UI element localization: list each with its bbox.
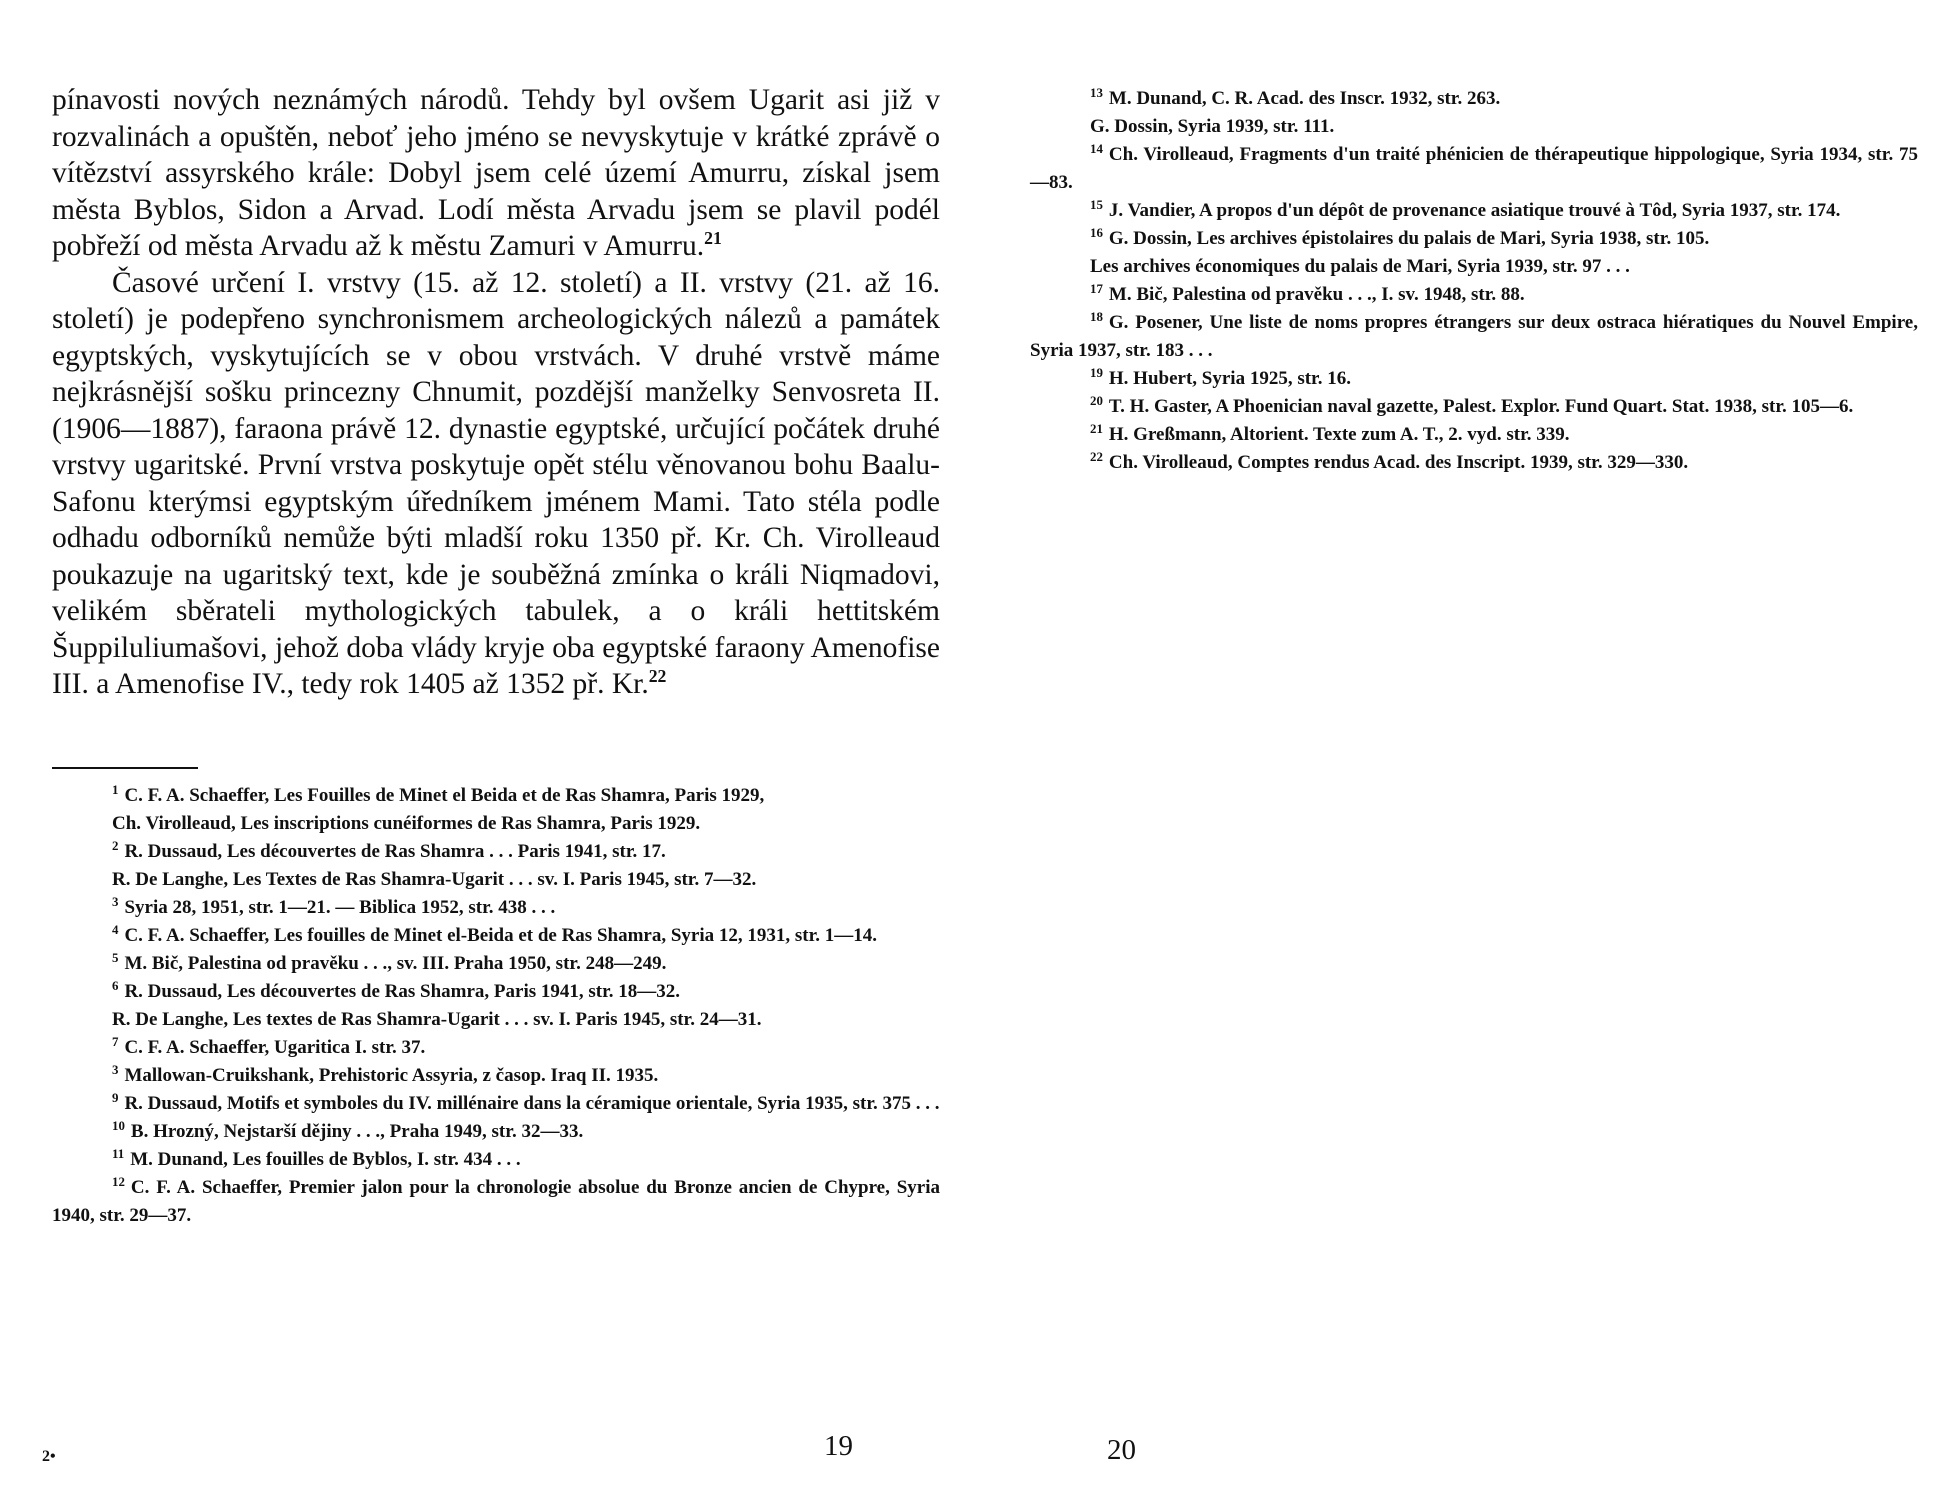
- footnote: [1030, 253, 1918, 281]
- right-page: [1030, 0, 1918, 1500]
- footnote-number: 18: [1090, 308, 1103, 324]
- footnote: [52, 1062, 940, 1090]
- footnote-number: 19: [1090, 364, 1103, 380]
- footnote: [52, 782, 940, 810]
- footnote-number: 9: [112, 1089, 119, 1105]
- footnote-number: 22: [1090, 448, 1103, 464]
- footnote-text: M. Dunand, Les fouilles de Byblos, I. str. 434 . . .: [130, 1149, 521, 1170]
- footnote-text: H. Hubert, Syria 1925, str. 16.: [1108, 368, 1351, 389]
- footnote-number: 7: [112, 1033, 119, 1049]
- footnotes-right: [1030, 85, 1918, 477]
- footnote-ref[interactable]: 21: [704, 228, 722, 249]
- footnote: [1030, 449, 1918, 477]
- footnote-number: 1: [112, 781, 119, 797]
- footnote: [52, 1006, 940, 1034]
- left-page: [52, 0, 940, 1500]
- footnote: [1030, 393, 1918, 421]
- footnote: [1030, 421, 1918, 449]
- footnote-number: 12: [112, 1173, 125, 1189]
- footnote: [52, 978, 940, 1006]
- footnote: [52, 894, 940, 922]
- footnote-text: Les archives économiques du palais de Mari, Syria 1939, str. 97 . . .: [1090, 256, 1630, 277]
- footnote-text: R. Dussaud, Les découvertes de Ras Shamra . . . Paris 1941, str. 17.: [124, 841, 666, 862]
- footnote-text: G. Dossin, Les archives épistolaires du palais de Mari, Syria 1938, str. 105.: [1108, 228, 1710, 249]
- footnote-text: C. F. A. Schaeffer, Les Fouilles de Minet el Beida et de Ras Shamra, Paris 1929,: [124, 785, 765, 806]
- body-paragraph: [52, 265, 940, 703]
- footnote: [52, 1118, 940, 1146]
- footnote-text: M. Bič, Palestina od pravěku . . ., sv. III. Praha 1950, str. 248—249.: [124, 953, 667, 974]
- footnote-text: Syria 28, 1951, str. 1—21. — Biblica 1952, str. 438 . . .: [124, 897, 556, 918]
- footnote-number: 3: [112, 1061, 119, 1077]
- footnote-text: J. Vandier, A propos d'un dépôt de provenance asiatique trouvé à Tôd, Syria 1937, str. 174.: [1108, 200, 1841, 221]
- footnote: [1030, 141, 1918, 197]
- footnote: [1030, 197, 1918, 225]
- footnote-text: G. Dossin, Syria 1939, str. 111.: [1090, 116, 1335, 137]
- page-number-right: 20: [1107, 1434, 1136, 1466]
- footnote-number: 4: [112, 921, 119, 937]
- footnote-number: 11: [112, 1145, 125, 1161]
- footnote: [52, 810, 940, 838]
- footnote-text: Ch. Virolleaud, Fragments d'un traité phénicien de thérapeutique hippologique, Syria 1934, str. 75—83.: [1030, 144, 1918, 193]
- footnote-text: Ch. Virolleaud, Les inscriptions cunéiformes de Ras Shamra, Paris 1929.: [112, 813, 701, 834]
- footnote: [52, 950, 940, 978]
- footnote-ref[interactable]: 22: [648, 666, 667, 687]
- footnote-text: T. H. Gaster, A Phoenician naval gazette, Palest. Explor. Fund Quart. Stat. 1938, str. 105—6.: [1108, 396, 1854, 417]
- footnote: [1030, 281, 1918, 309]
- page-number-left: 19: [824, 1430, 853, 1462]
- footnote-text: M. Dunand, C. R. Acad. des Inscr. 1932, str. 263.: [1108, 88, 1501, 109]
- body-paragraph: [52, 82, 940, 265]
- footnote-text: R. Dussaud, Les découvertes de Ras Shamra, Paris 1941, str. 18—32.: [124, 981, 681, 1002]
- footnote-number: 6: [112, 977, 119, 993]
- footnote-number: 16: [1090, 224, 1103, 240]
- footnote-number: 14: [1090, 140, 1103, 156]
- footnote-rule: [52, 767, 198, 769]
- body-text: [52, 82, 940, 703]
- footnote-text: Mallowan-Cruikshank, Prehistoric Assyria, z časop. Iraq II. 1935.: [124, 1065, 659, 1086]
- footnote-number: 15: [1090, 196, 1103, 212]
- footnote: [1030, 85, 1918, 113]
- footnote: [52, 1146, 940, 1174]
- corner-mark: 2•: [42, 1448, 56, 1465]
- footnote-number: 17: [1090, 280, 1103, 296]
- footnote-number: 13: [1090, 84, 1103, 100]
- paragraph-text: Časové určení I. vrstvy (15. až 12. století) a II. vrstvy (21. až 16. století) je podepřeno synchronismem archeologických nálezů a památek egyptských, vyskytujících se v obou vrstvách. V druhé vrstvě máme nejkrásnější sošku princezny Chnumit, pozdější manželky Senvosreta II. (1906—1887), faraona právě 12. dynastie egyptské, určující počátek druhé vrstvy ugaritské. První vrstva poskytuje opět stélu věnovanou bohu Baalu-Safonu kterýmsi egyptským úředníkem jménem Mami. Tato stéla podle odhadu odborníků nemůže býti mladší roku 1350 př. Kr. Ch. Virolleaud poukazuje na ugaritský text, kde je souběžná zmínka o králi Niqmadovi, velikém sběrateli mythologických tabulek, a o králi hettitském Šuppiluliumašovi, jehož doba vlády kryje oba egyptské faraony Amenofise III. a Amenofise IV., tedy rok 1405 až 1352 př. Kr.: [52, 266, 940, 700]
- footnote-text: R. Dussaud, Motifs et symboles du IV. millénaire dans la céramique orientale, Syria 1935, str. 375 . . .: [124, 1093, 940, 1114]
- footnote-text: R. De Langhe, Les textes de Ras Shamra-Ugarit . . . sv. I. Paris 1945, str. 24—31.: [112, 1009, 762, 1030]
- footnote-number: 20: [1090, 392, 1103, 408]
- footnote: [1030, 365, 1918, 393]
- footnote: [52, 922, 940, 950]
- footnote-text: H. Greßmann, Altorient. Texte zum A. T., 2. vyd. str. 339.: [1108, 424, 1570, 445]
- footnote-text: C. F. A. Schaeffer, Les fouilles de Minet el-Beida et de Ras Shamra, Syria 12, 1931, str. 1—14.: [124, 925, 878, 946]
- footnote-number: 3: [112, 893, 119, 909]
- footnote-number: 10: [112, 1117, 125, 1133]
- footnote-number: 2: [112, 837, 119, 853]
- footnote-text: C. F. A. Schaeffer, Premier jalon pour la chronologie absolue du Bronze ancien de Chypre, Syria 1940, str. 29—37.: [52, 1177, 940, 1226]
- footnotes-left: [52, 782, 940, 1230]
- footnote: [52, 866, 940, 894]
- footnote: [52, 1090, 940, 1118]
- footnote-text: G. Posener, Une liste de noms propres étrangers sur deux ostraca hiératiques du Nouvel Empire, Syria 1937, str. 183 . . .: [1030, 312, 1918, 361]
- footnote-number: 21: [1090, 420, 1103, 436]
- footnote-number: 5: [112, 949, 119, 965]
- footnote-text: B. Hrozný, Nejstarší dějiny . . ., Praha 1949, str. 32—33.: [130, 1121, 584, 1142]
- footnote-text: M. Bič, Palestina od pravěku . . ., I. sv. 1948, str. 88.: [1108, 284, 1525, 305]
- footnote: [52, 838, 940, 866]
- footnote: [1030, 225, 1918, 253]
- footnote: [1030, 309, 1918, 365]
- footnote: [52, 1034, 940, 1062]
- footnote: [1030, 113, 1918, 141]
- footnote-text: Ch. Virolleaud, Comptes rendus Acad. des Inscript. 1939, str. 329—330.: [1108, 452, 1689, 473]
- paragraph-text: pínavosti nových neznámých národů. Tehdy byl ovšem Ugarit asi již v rozvalinách a opuštěn, neboť jeho jméno se nevyskytuje v krátké zprávě o vítězství assyrského krále: Dobyl jsem celé území Amurru, získal jsem města Byblos, Sidon a Arvad. Lodí města Arvadu jsem se plavil podél pobřeží od města Arvadu až k městu Zamuri v Amurru.: [52, 84, 940, 262]
- footnote-text: C. F. A. Schaeffer, Ugaritica I. str. 37.: [124, 1037, 426, 1058]
- footnote: [52, 1174, 940, 1230]
- footnote-text: R. De Langhe, Les Textes de Ras Shamra-Ugarit . . . sv. I. Paris 1945, str. 7—32.: [112, 869, 757, 890]
